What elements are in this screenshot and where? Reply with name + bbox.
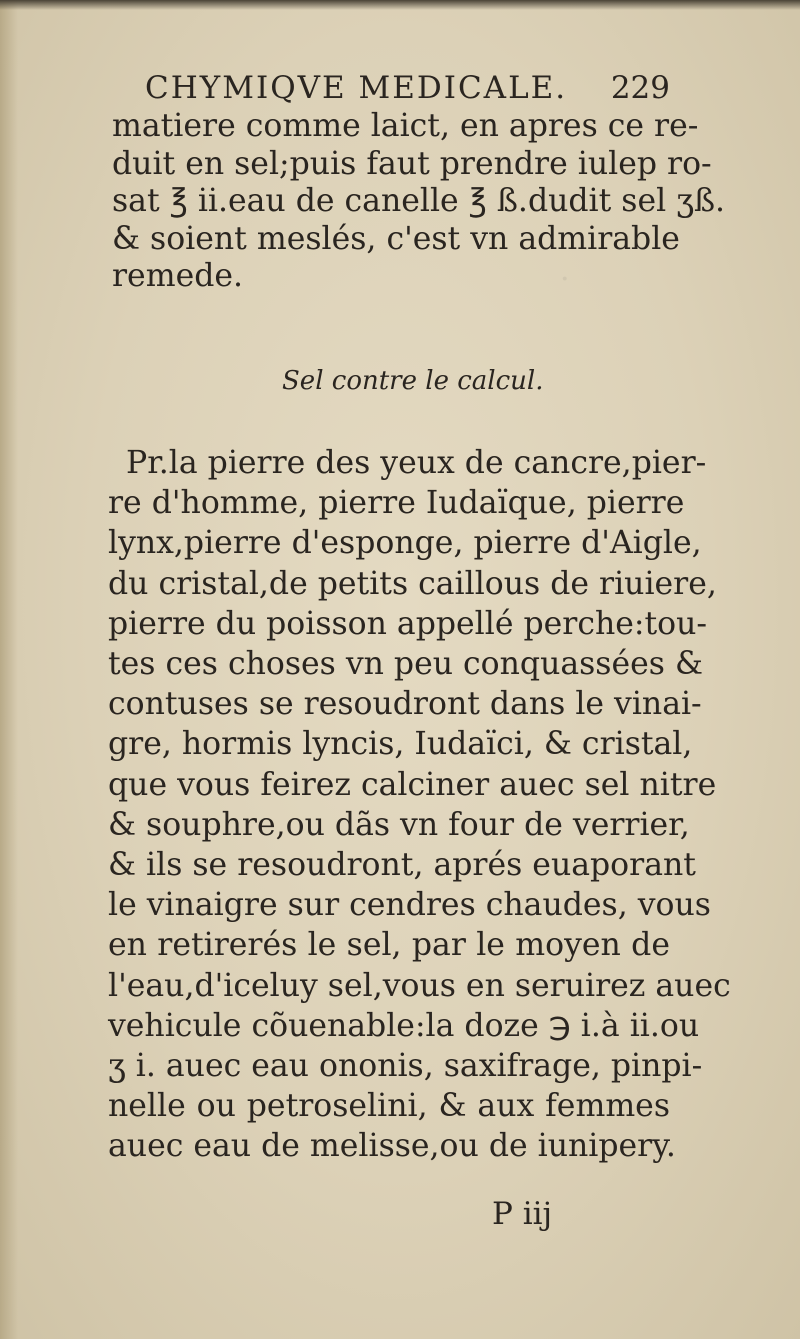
text-line: & ils se resoudront, aprés euaporant (108, 847, 696, 884)
signature-mark: P iij (492, 1196, 553, 1232)
text-line: re d'homme, pierre Iudaïque, pierre (108, 485, 685, 522)
text-line: tes ces choses vn peu conquassées & (108, 646, 703, 683)
running-title: CHYMIQVE MEDICALE. (145, 70, 568, 106)
text-line: vehicule cõuenable:la doze ℈ i.à ii.ou (108, 1007, 700, 1044)
text-line: sat ℥ ii.eau de canelle ℥ ß.dudit sel ʒß. (112, 183, 726, 219)
text-line: du cristal,de petits caillous de riuiere, (108, 565, 717, 602)
text-line: ʒ i. auec eau ononis, saxifrage, pinpi- (108, 1048, 703, 1085)
text-line: contuses se resoudront dans le vinai- (108, 686, 702, 723)
text-line: en retirerés le sel, par le moyen de (108, 927, 670, 964)
text-line: duit en sel;puis faut prendre iulep ro- (112, 145, 712, 182)
page-gutter-shadow (0, 0, 18, 1339)
text-line: & soient meslés, c'est vn admirable (112, 220, 680, 257)
page-number: 229 (610, 70, 670, 106)
bleed-through-mark: · (560, 262, 570, 297)
running-header (145, 70, 670, 106)
text-line: Pr.la pierre des yeux de cancre,pier- (126, 445, 707, 481)
text-line: pierre du poisson appellé perche:tou- (108, 605, 708, 642)
text-line: auec eau de melisse,ou de iunipery. (108, 1128, 676, 1165)
text-line: gre, hormis lyncis, Iudaïci, & cristal, (108, 726, 693, 763)
text-line: remede. (112, 258, 244, 294)
text-line: & souphre,ou dãs vn four de verrier, (108, 806, 690, 843)
text-line: le vinaigre sur cendres chaudes, vous (108, 887, 711, 924)
page-top-edge (0, 0, 800, 10)
paragraph-continued (112, 108, 726, 296)
text-line: l'eau,d'iceluy sel,vous en seruirez auec (108, 967, 731, 1004)
text-line: que vous feirez calciner auec sel nitre (108, 766, 717, 803)
section-heading: Sel contre le calcul. (282, 366, 544, 396)
text-line: lynx,pierre d'esponge, pierre d'Aigle, (108, 525, 702, 562)
text-line: matiere comme laict, en apres ce re- (112, 108, 699, 144)
text-line: nelle ou petroselini, & aux femmes (108, 1088, 670, 1125)
recipe-paragraph (108, 443, 731, 1167)
